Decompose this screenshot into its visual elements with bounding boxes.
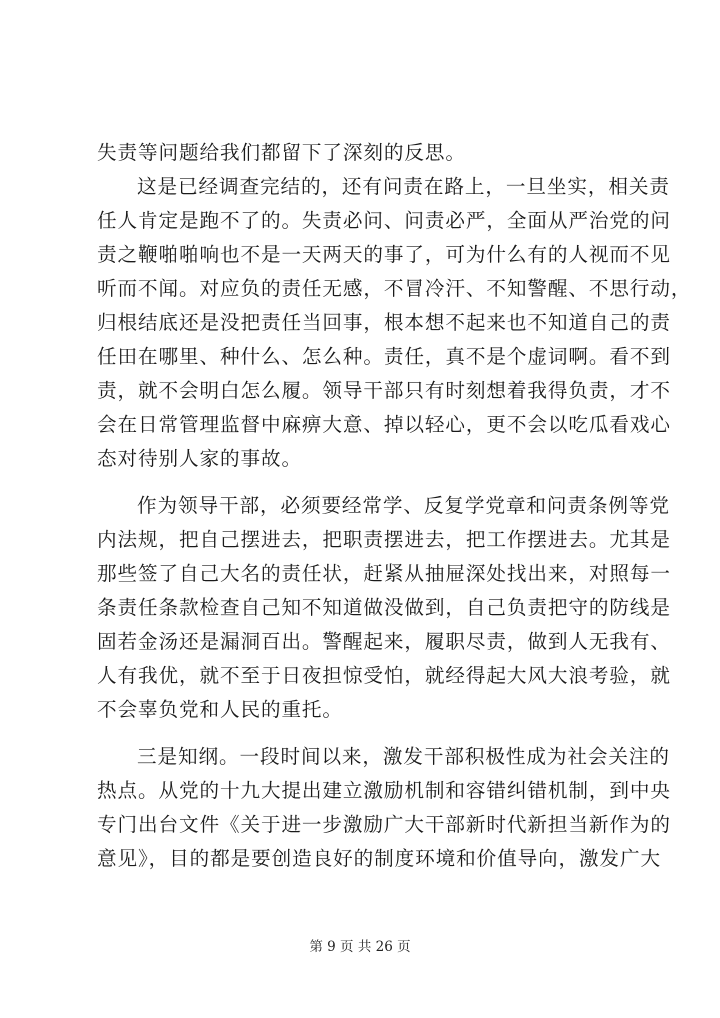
text-line: 责之鞭啪啪响也不是一天两天的事了，可为什么有的人视而不见 <box>97 243 671 266</box>
page-number-footer: 第 9 页 共 26 页 <box>309 939 411 955</box>
text-line: 失责等问题给我们都留下了深刻的反思。 <box>97 141 466 164</box>
paragraph-start-line: 三是知纲。一段时间以来，激发干部积极性成为社会关注的 <box>137 745 670 768</box>
paragraph-start-line: 作为领导干部，必须要经常学、反复学党章和问责条例等党 <box>137 494 670 517</box>
text-line: 固若金汤还是漏洞百出。警醒起来，履职尽责，做到人无我有、 <box>97 630 671 653</box>
text-line: 那些签了自己大名的责任状，赶紧从抽屉深处找出来，对照每一 <box>97 562 671 585</box>
text-line: 意见》，目的都是要创造良好的制度环境和价值导向，激发广大 <box>97 847 662 870</box>
text-line: 会在日常管理监督中麻痹大意、掉以轻心，更不会以吃瓜看戏心 <box>97 413 671 436</box>
paragraph-start-line: 这是已经调查完结的，还有问责在路上，一旦坐实，相关责 <box>137 175 670 198</box>
text-line: 听而不闻。对应负的责任无感，不冒冷汗、不知警醒、不思行动， <box>97 277 692 300</box>
text-line: 态对待别人家的事故。 <box>97 447 302 470</box>
text-line: 专门出台文件《关于进一步激励广大干部新时代新担当新作为的 <box>97 813 671 836</box>
text-line: 责，就不会明白怎么履。领导干部只有时刻想着我得负责，才不 <box>97 379 671 402</box>
text-line: 热点。从党的十九大提出建立激励机制和容错纠错机制，到中央 <box>97 779 671 802</box>
text-line: 任人肯定是跑不了的。失责必问、问责必严，全面从严治党的问 <box>97 209 671 232</box>
text-line: 不会辜负党和人民的重托。 <box>97 698 343 721</box>
text-line: 条责任条款检查自己知不知道做没做到，自己负责把守的防线是 <box>97 596 671 619</box>
text-line: 内法规，把自己摆进去，把职责摆进去，把工作摆进去。尤其是 <box>97 528 671 551</box>
text-line: 归根结底还是没把责任当回事，根本想不起来也不知道自己的责 <box>97 311 671 334</box>
text-line: 任田在哪里、种什么、怎么种。责任，真不是个虚词啊。看不到 <box>97 345 671 368</box>
text-line: 人有我优，就不至于日夜担惊受怕，就经得起大风大浪考验，就 <box>97 664 671 687</box>
